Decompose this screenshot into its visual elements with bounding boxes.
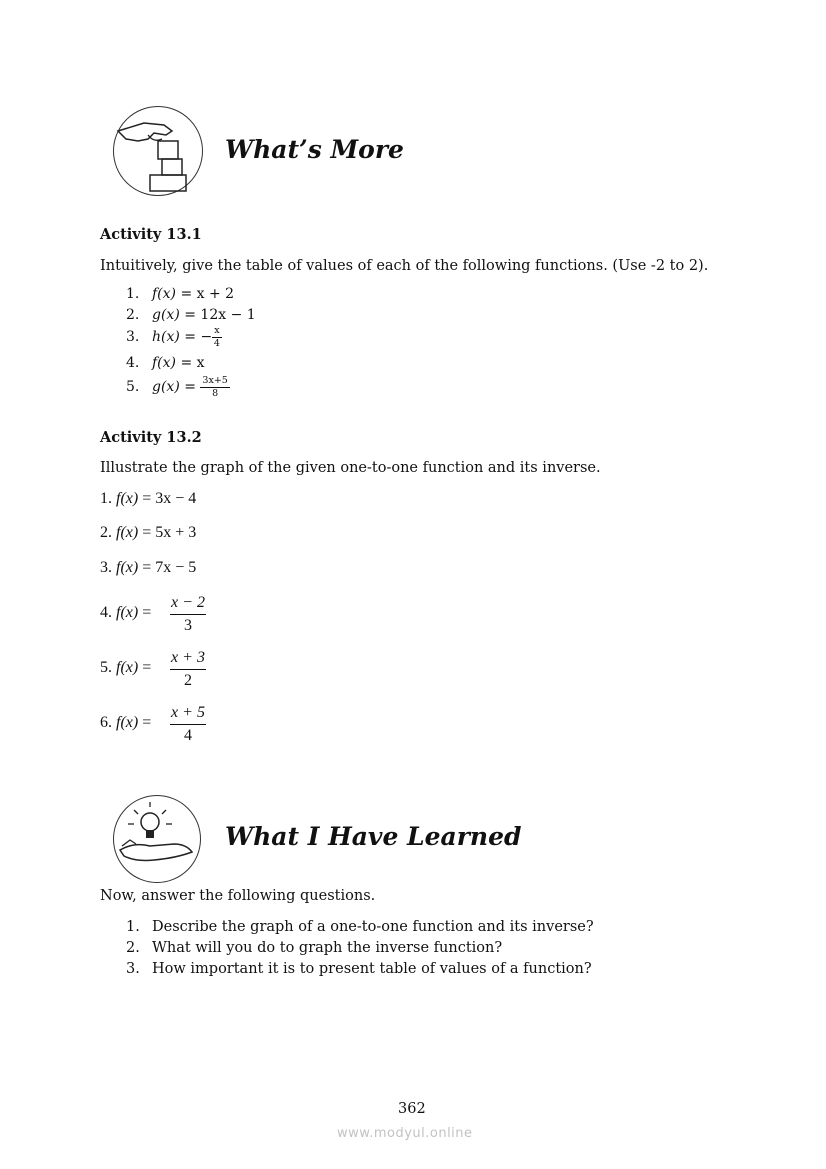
activity-13-1-heading: Activity 13.1 bbox=[100, 226, 202, 243]
list-item: 4. f(x) = x bbox=[126, 355, 205, 371]
list-item: 2. What will you do to graph the inverse function? bbox=[126, 940, 503, 956]
activity-13-1-instruction: Intuitively, give the table of values of each of the following functions. (Use -2 to 2). bbox=[100, 258, 709, 274]
list-item: 1. f(x) = x + 2 bbox=[126, 286, 235, 302]
learned-instruction: Now, answer the following questions. bbox=[100, 888, 376, 904]
section-title-what-i-have-learned: What I Have Learned bbox=[225, 822, 522, 851]
list-item: 6. f(x) = bbox=[100, 714, 152, 731]
lightbulb-in-hand-icon bbox=[113, 795, 201, 883]
fraction-bar bbox=[170, 614, 206, 615]
fraction-numerator: x + 5 bbox=[171, 704, 205, 721]
fraction-numerator: x + 3 bbox=[171, 649, 205, 666]
page-number: 362 bbox=[398, 1101, 426, 1117]
list-item: 4. f(x) = bbox=[100, 604, 152, 621]
fraction-bar bbox=[170, 724, 206, 725]
list-item: 5. g(x) = $\frac{3x+5}{8}$ bbox=[126, 375, 228, 399]
list-item: 2. f(x) = 5x + 3 bbox=[100, 524, 197, 541]
fraction-denominator: 4 bbox=[184, 727, 192, 744]
activity-13-2-heading: Activity 13.2 bbox=[100, 429, 202, 446]
list-item: 5. f(x) = bbox=[100, 659, 152, 676]
fraction-denominator: 2 bbox=[184, 672, 192, 689]
list-item: 3. f(x) = 7x − 5 bbox=[100, 559, 197, 576]
list-item: 2. g(x) = 12x − 1 bbox=[126, 307, 256, 323]
section-title-whats-more: What’s More bbox=[225, 135, 404, 164]
fraction-numerator: x − 2 bbox=[171, 594, 205, 611]
fraction-bar bbox=[170, 669, 206, 670]
watermark: www.modyul.online bbox=[337, 1126, 473, 1141]
hand-stacking-blocks-icon bbox=[113, 106, 203, 196]
list-item: 3. How important it is to present table of values of a function? bbox=[126, 961, 592, 977]
list-item: 1. Describe the graph of a one-to-one function and its inverse? bbox=[126, 919, 594, 935]
list-item: 3. h(x) = − $\frac{x}{4}$ bbox=[126, 325, 220, 349]
list-item: 1. f(x) = 3x − 4 bbox=[100, 490, 197, 507]
activity-13-2-instruction: Illustrate the graph of the given one-to-one function and its inverse. bbox=[100, 460, 601, 476]
fraction-denominator: 3 bbox=[184, 617, 192, 634]
